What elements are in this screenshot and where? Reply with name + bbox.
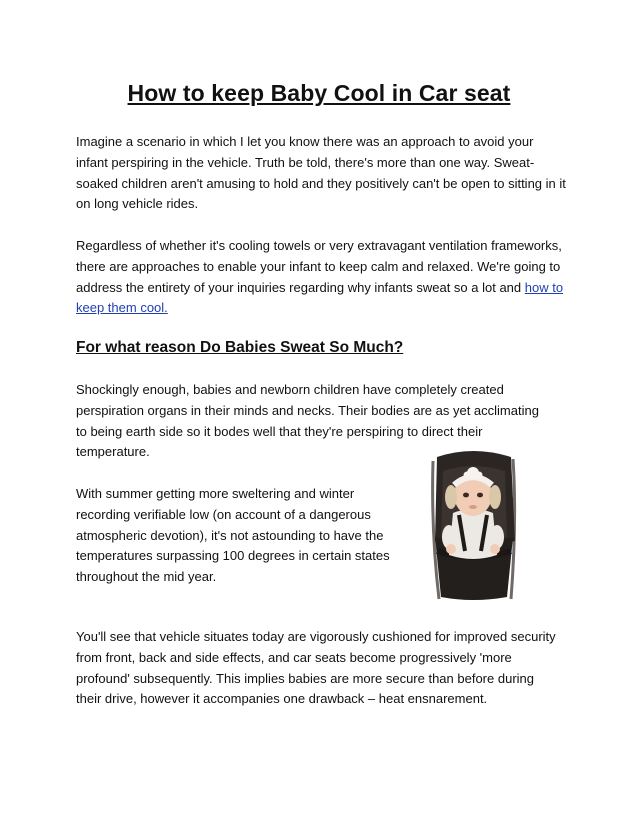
section-heading: For what reason Do Babies Sweat So Much? bbox=[76, 339, 404, 356]
car-seat-paragraph: You'll see that vehicle situates today are vigorously cushioned for improved security from front, back and side effects, and car seats become progressively 'more profound' subsequently. This implies babies are more secure than before during their drive, however it accompanies one drawback – heat ensnarement. bbox=[76, 629, 556, 707]
page-title: How to keep Baby Cool in Car seat bbox=[127, 80, 511, 106]
methods-paragraph-text: Regardless of whether it's cooling towels or very extravagant ventilation frameworks, there are approaches to enable your infant to keep calm and relaxed. We're going to address the entirety of your inquiries regarding why infants sweat so a lot and bbox=[76, 238, 562, 295]
baby-in-stroller-photo bbox=[427, 451, 519, 601]
methods-paragraph bbox=[76, 236, 566, 319]
sweat-glands-paragraph: Shockingly enough, babies and newborn children have completely created perspiration organs in their minds and necks. Their bodies are as yet acclimating to being earth side so it bodes well that they're perspiring to direct their temperature. bbox=[76, 382, 539, 460]
intro-paragraph: Imagine a scenario in which I let you know there was an approach to avoid your infant perspiring in the vehicle. Truth be told, there's more than one way. Sweat-soaked children aren't amusing to hold and they positively can't be open to sitting in it on long vehicle rides. bbox=[76, 134, 566, 212]
summer-heat-paragraph: With summer getting more sweltering and winter recording verifiable low (on account of a dangerous atmospheric devotion), it's not astounding to have the temperatures surpassing 100 degrees in certain states throughout the mid year. bbox=[76, 486, 390, 585]
keep-cool-link[interactable]: how to keep them cool. bbox=[76, 279, 564, 316]
